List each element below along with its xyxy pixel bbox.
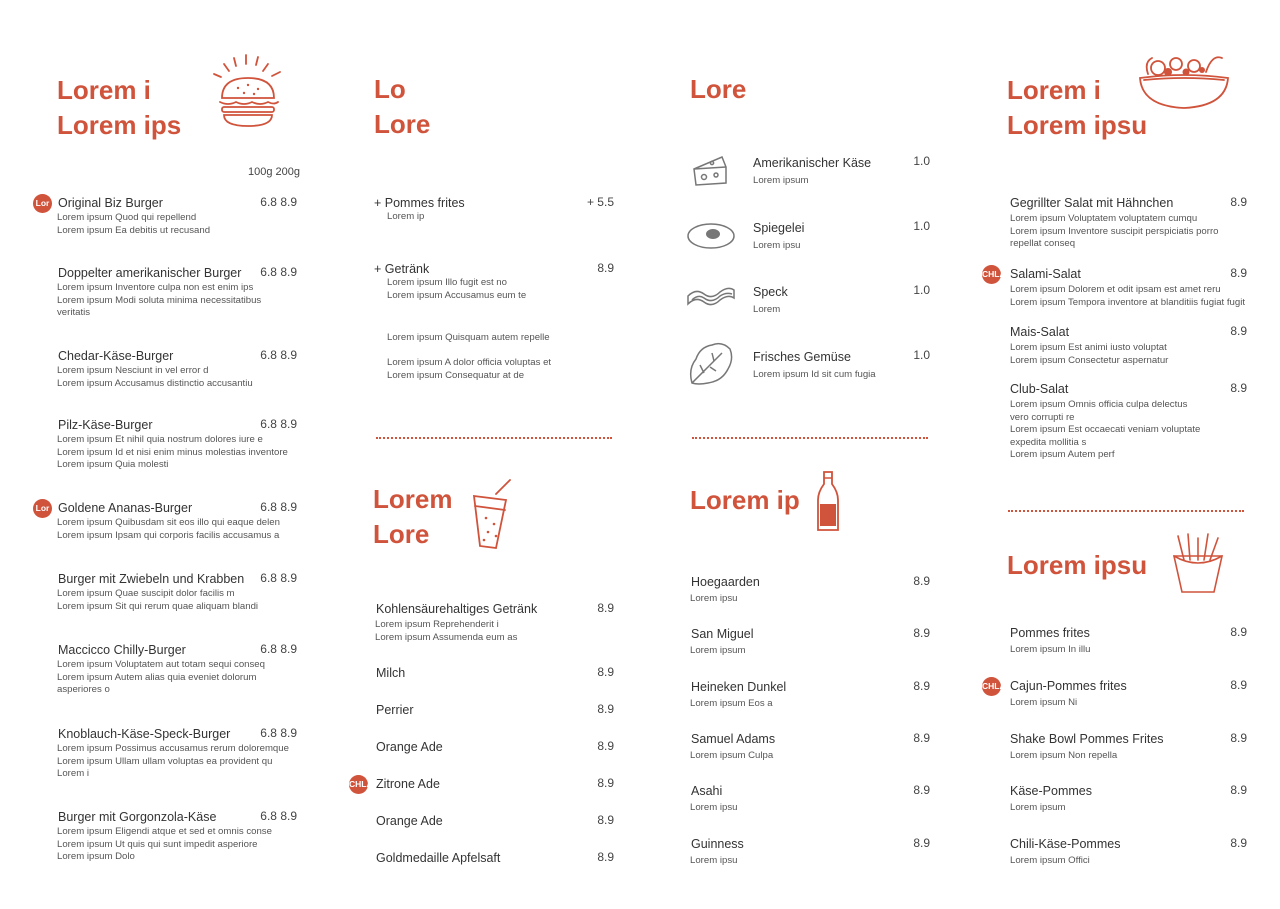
description-line: Lorem ipsum Tempora inventore at blanditiis fugiat fugit	[1010, 296, 1245, 308]
beer-item-name: San Miguel	[691, 627, 754, 641]
drink-item-name: Kohlensäurehaltiges Getränk	[376, 602, 538, 616]
section-divider	[1008, 510, 1244, 512]
salad-item-name: Club-Salat	[1010, 382, 1069, 396]
salad-item-price: 8.9	[1230, 381, 1247, 395]
cheese-icon	[692, 153, 730, 189]
burger-item-description	[57, 659, 265, 697]
beer-item-description	[690, 855, 737, 868]
description-line: Lorem ipsum Illo fugit est no	[387, 277, 507, 288]
drink-item-name: Milch	[376, 666, 406, 680]
beer-item-name: Heineken Dunkel	[691, 680, 787, 694]
beer-item-description	[690, 645, 745, 658]
drink-item-price: 8.9	[597, 813, 614, 827]
description-line: Lorem ipsum Inventore suscipit perspiciatis porro	[1010, 225, 1219, 237]
burger-item-price: 6.8 8.9	[260, 809, 297, 823]
description-line: Lorem ipsum Ipsam qui corporis facilis accusamus a	[57, 529, 280, 541]
beer-item-price: 8.9	[913, 679, 930, 693]
topping-item-description	[753, 304, 780, 317]
description-line: Lorem ipsum Quisquam autem repelle	[387, 332, 550, 343]
description-line: Lorem ipsum Nesciunt in vel error d	[57, 365, 209, 376]
description-line: vero corrupti re	[1010, 411, 1075, 423]
side-item-price: 8.9	[597, 261, 614, 275]
burger-item-description	[57, 282, 261, 320]
description-line: Lorem ipsum Consectetur aspernatur	[1010, 354, 1169, 366]
beer-item-description	[690, 593, 737, 606]
salad-item-description	[1010, 342, 1168, 367]
size-header: 100g 200g	[248, 166, 300, 178]
description-line: Lorem ipsum Id et nisi enim minus molestias inventore	[57, 446, 288, 458]
description-line: Lorem ipsum Ni	[1010, 697, 1078, 708]
fries-item-name: Käse-Pommes	[1010, 784, 1092, 798]
chef-badge: Lor	[33, 499, 52, 518]
description-line: Lorem ipsum Autem alias quia eveniet dolorum	[57, 671, 257, 683]
beer-item-price: 8.9	[913, 783, 930, 797]
drink-item-name: Zitrone Ade	[376, 777, 440, 791]
description-line: Lorem ipsum Dolo	[57, 851, 135, 862]
fries-item-description	[1010, 750, 1117, 763]
fries-item-price: 8.9	[1230, 625, 1247, 639]
burger-item-description	[57, 434, 288, 472]
topping-item-name: Speck	[753, 285, 788, 299]
bacon-icon	[686, 282, 736, 314]
burger-item-price: 6.8 8.9	[260, 417, 297, 431]
description-line: Lorem ipsum	[753, 175, 809, 186]
description-line: Lorem ipsum Id sit cum fugia	[753, 369, 876, 380]
fried-egg-icon	[686, 221, 736, 251]
lettuce-icon	[686, 339, 736, 389]
description-line: Lorem ipsum Voluptatem voluptatem cumqu	[1010, 213, 1198, 224]
description-line: veritatis	[57, 307, 91, 318]
description-line: repellat conseq	[1010, 238, 1076, 249]
chef-badge: CHLA	[982, 677, 1001, 696]
description-line: Lorem ipsum	[690, 645, 746, 656]
burger-item-name: Goldene Ananas-Burger	[58, 501, 193, 515]
description-line: Lorem ipsum Accusamus eum te	[387, 289, 527, 301]
salad-item-name: Salami-Salat	[1010, 267, 1081, 281]
description-line: Lorem ipsum Quia molesti	[57, 459, 169, 470]
beer-item-name: Guinness	[691, 837, 744, 851]
topping-item-name: Spiegelei	[753, 221, 805, 235]
beer-item-description	[690, 750, 773, 763]
description-line: Lorem ipsum Omnis officia culpa delectus	[1010, 399, 1188, 410]
topping-item-price: 1.0	[913, 219, 930, 233]
description-line: Lorem i	[57, 768, 89, 779]
description-line: Lorem ipsum Autem perf	[1010, 449, 1115, 460]
side-item-price: + 5.5	[586, 195, 614, 209]
drink-item-price: 8.9	[597, 702, 614, 716]
beer-item-price: 8.9	[913, 731, 930, 745]
toppings-section-title: Lore	[690, 74, 747, 104]
description-line: Lorem ipsum In illu	[1010, 644, 1091, 655]
beer-item-price: 8.9	[913, 626, 930, 640]
section-divider	[376, 437, 612, 439]
side-item-name: + Getränk	[374, 262, 430, 276]
description-line: Lorem ipsum Quod qui repellend	[57, 212, 197, 223]
fries-item-description	[1010, 855, 1090, 868]
burger-item-name: Doppelter amerikanischer Burger	[58, 266, 242, 280]
burger-item-description	[57, 365, 253, 390]
burger-item-name: Pilz-Käse-Burger	[58, 418, 153, 432]
description-line: Lorem ipsum Modi soluta minima necessitatibus	[57, 294, 262, 306]
description-line: Lorem ipsum Quibusdam sit eos illo qui eaque delen	[57, 517, 280, 528]
description-line: Lorem ipsum Offici	[1010, 855, 1090, 866]
drink-item-name: Orange Ade	[376, 814, 443, 828]
burger-item-price: 6.8 8.9	[260, 348, 297, 362]
drink-item-price: 8.9	[597, 601, 614, 615]
topping-item-price: 1.0	[913, 283, 930, 297]
drink-item-price: 8.9	[597, 850, 614, 864]
description-line: Lorem ipsum Inventore culpa non est enim ips	[57, 282, 254, 293]
burger-item-name: Burger mit Zwiebeln und Krabben	[58, 572, 245, 586]
chef-badge: CHLA	[349, 775, 368, 794]
burger-item-description	[57, 826, 272, 864]
beer-item-name: Hoegaarden	[691, 575, 760, 589]
salad-item-price: 8.9	[1230, 324, 1247, 338]
fries-item-price: 8.9	[1230, 836, 1247, 850]
fries-item-price: 8.9	[1230, 783, 1247, 797]
beer-item-description	[690, 802, 737, 815]
drink-item-name: Perrier	[376, 703, 414, 717]
drink-item-price: 8.9	[597, 776, 614, 790]
drink-item-name: Goldmedaille Apfelsaft	[376, 851, 501, 865]
topping-item-name: Amerikanischer Käse	[753, 156, 872, 170]
description-line: Lorem ipsum Ullam ullam voluptas ea provident qu	[57, 755, 273, 767]
description-line: Lorem ipsum Accusamus distinctio accusantiu	[57, 377, 253, 389]
beer-item-price: 8.9	[913, 574, 930, 588]
chef-badge: Lor	[33, 194, 52, 213]
chef-badge: CHLA	[982, 265, 1001, 284]
fries-item-description	[1010, 644, 1091, 657]
description-line: Lorem ipsum Assumenda eum as	[375, 631, 518, 643]
fries-item-price: 8.9	[1230, 678, 1247, 692]
description-line: Lorem ipsum Reprehenderit i	[375, 619, 499, 630]
burger-item-price: 6.8 8.9	[260, 195, 297, 209]
description-line: Lorem ipsum Est animi iusto voluptat	[1010, 342, 1167, 353]
description-line: Lorem ipsum Et nihil quia nostrum dolores iure e	[57, 434, 263, 445]
beer-section-title: Lorem ip	[690, 485, 800, 515]
burger-item-name: Knoblauch-Käse-Speck-Burger	[58, 727, 231, 741]
topping-item-price: 1.0	[913, 154, 930, 168]
salad-bowl-icon	[1136, 50, 1232, 112]
fries-item-description	[1010, 802, 1065, 815]
burger-item-price: 6.8 8.9	[260, 500, 297, 514]
fries-item-name: Chili-Käse-Pommes	[1010, 837, 1121, 851]
description-line: Lorem ipsum Voluptatem aut totam sequi conseq	[57, 659, 265, 670]
description-line: Lorem ipsu	[690, 802, 738, 813]
drink-item-price: 8.9	[597, 665, 614, 679]
side-item-description	[387, 277, 526, 302]
description-line: Lorem ipsum Ut quis qui sunt impedit asperiore	[57, 838, 258, 850]
drink-item-name: Orange Ade	[376, 740, 443, 754]
burger-item-name: Maccicco Chilly-Burger	[58, 643, 186, 657]
description-line: asperiores o	[57, 684, 110, 695]
fries-item-description	[1010, 697, 1077, 710]
side-item-name: + Pommes frites	[374, 196, 465, 210]
beer-item-name: Asahi	[691, 784, 723, 798]
description-line: Lorem ipsum	[1010, 802, 1066, 813]
description-line: Lorem ipsum Est occaecati veniam voluptate	[1010, 424, 1201, 435]
beer-item-description	[690, 698, 773, 711]
salad-item-price: 8.9	[1230, 195, 1247, 209]
description-line: Lorem ipsum Eos a	[690, 698, 773, 709]
burger-item-price: 6.8 8.9	[260, 726, 297, 740]
burger-item-price: 6.8 8.9	[260, 571, 297, 585]
salad-item-price: 8.9	[1230, 266, 1247, 280]
beer-bottle-icon	[812, 470, 844, 534]
fries-item-name: Pommes frites	[1010, 626, 1090, 640]
burger-item-description	[57, 743, 289, 781]
side-item-description	[387, 211, 424, 224]
burger-item-price: 6.8 8.9	[260, 642, 297, 656]
soda-cup-icon	[466, 478, 518, 553]
burger-item-name: Burger mit Gorgonzola-Käse	[58, 810, 217, 824]
salad-item-name: Mais-Salat	[1010, 325, 1070, 339]
fries-item-name: Shake Bowl Pommes Frites	[1010, 732, 1164, 746]
burger-item-description	[57, 588, 258, 613]
drink-item-price: 8.9	[597, 739, 614, 753]
description-line: Lorem ipsu	[690, 593, 738, 604]
description-line: Lorem	[753, 304, 781, 315]
description-line: Lorem ipsum Consequatur at de	[387, 369, 525, 381]
description-line: Lorem ipsum Ea debitis ut recusand	[57, 224, 211, 236]
description-line: Lorem ipsum Culpa	[690, 750, 774, 761]
section-divider	[692, 437, 928, 439]
side-note	[387, 332, 550, 345]
topping-item-description	[753, 175, 808, 188]
french-fries-icon	[1170, 530, 1226, 596]
description-line: Lorem ipsum Non repella	[1010, 750, 1118, 761]
topping-item-description	[753, 240, 800, 253]
beer-item-price: 8.9	[913, 836, 930, 850]
side-note	[387, 357, 551, 382]
salad-section-title: Lorem i Lorem ipsu	[1007, 75, 1148, 140]
salad-item-name: Gegrillter Salat mit Hähnchen	[1010, 196, 1174, 210]
description-line: Lorem ipsum Possimus accusamus rerum doloremque	[57, 743, 289, 754]
fries-item-price: 8.9	[1230, 731, 1247, 745]
topping-item-name: Frisches Gemüse	[753, 350, 851, 364]
salad-item-description	[1010, 213, 1219, 251]
description-line: Lorem ip	[387, 211, 425, 222]
burger-item-description	[57, 212, 210, 237]
description-line: Lorem ipsum Quae suscipit dolor facilis m	[57, 588, 235, 599]
sides-section-title: Lo Lore	[374, 74, 431, 139]
topping-item-price: 1.0	[913, 348, 930, 362]
description-line: Lorem ipsu	[753, 240, 801, 251]
description-line: Lorem ipsum Eligendi atque et sed et omnis conse	[57, 826, 272, 837]
fries-item-name: Cajun-Pommes frites	[1010, 679, 1127, 693]
description-line: Lorem ipsu	[690, 855, 738, 866]
burger-section-title: Lorem i Lorem ips	[57, 75, 182, 140]
drink-item-description	[375, 619, 517, 644]
drinks-section-title: Lorem Lore	[373, 484, 453, 549]
description-line: expedita mollitia s	[1010, 436, 1087, 448]
beer-item-name: Samuel Adams	[691, 732, 776, 746]
burger-item-name: Original Biz Burger	[58, 196, 163, 210]
salad-item-description	[1010, 284, 1245, 309]
fries-section-title: Lorem ipsu	[1007, 550, 1148, 580]
burger-item-description	[57, 517, 280, 542]
burger-item-name: Chedar-Käse-Burger	[58, 349, 174, 363]
burger-item-price: 6.8 8.9	[260, 265, 297, 279]
topping-item-description	[753, 369, 876, 382]
burger-icon	[208, 52, 288, 132]
description-line: Lorem ipsum A dolor officia voluptas et	[387, 357, 552, 368]
description-line: Lorem ipsum Sit qui rerum quae aliquam blandi	[57, 600, 259, 612]
salad-item-description	[1010, 399, 1200, 462]
description-line: Lorem ipsum Dolorem et odit ipsam est amet reru	[1010, 284, 1221, 295]
